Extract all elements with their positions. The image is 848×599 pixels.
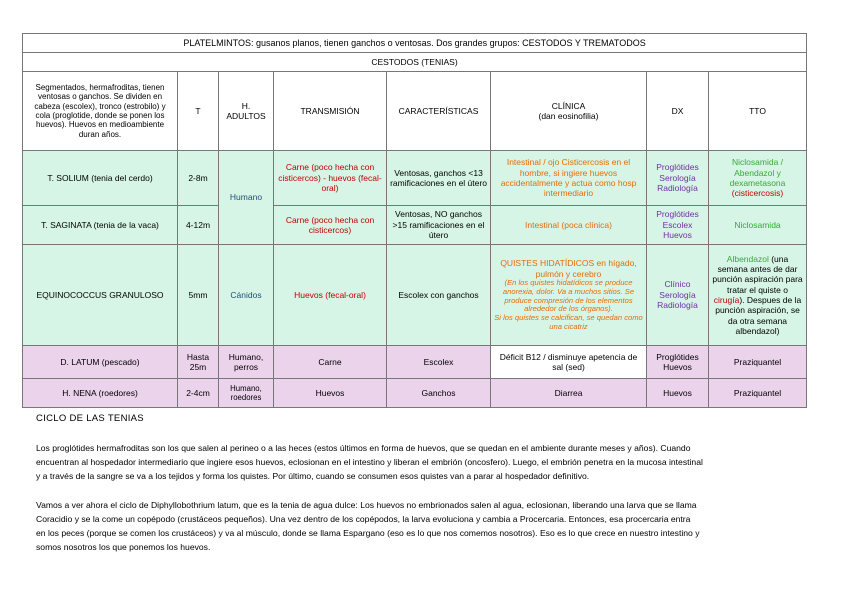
tto-main: Niclosamida / Abendazol y dexametasona — [729, 157, 786, 188]
tto-note: (cisticercosis) — [731, 188, 784, 199]
paragraph-line: y a través de la sangre se va a los tejidos y forma los quistes. Por último, cuando se consumen esos quistes van a parar al hospedador definitivo. — [36, 471, 590, 481]
row-tto — [709, 245, 807, 346]
row-name: H. NENA (roedores) — [23, 379, 178, 408]
row-host: Humano, perros — [219, 346, 274, 379]
row-characteristics: Ventosas, ganchos <13 ramificaciones en el útero — [387, 151, 491, 206]
table-subtitle-row — [23, 53, 807, 72]
row-size: 4-12m — [178, 206, 219, 245]
row-clinic — [491, 245, 647, 346]
table-row — [23, 346, 807, 379]
row-transmission: Huevos — [274, 379, 387, 408]
row-name: T. SOLIUM (tenia del cerdo) — [23, 151, 178, 206]
clinic-main: QUISTES HIDATÍDICOS en hígado, pulmón y cerebro — [500, 258, 637, 279]
row-dx: Proglótides Escolex Huevos — [647, 206, 709, 245]
table-row — [23, 206, 807, 245]
header-clinic — [491, 72, 647, 151]
row-transmission: Huevos (fecal-oral) — [274, 245, 387, 346]
table-row — [23, 245, 807, 346]
header-size: T — [178, 72, 219, 151]
table-subtitle: CESTODOS (TENIAS) — [23, 53, 807, 72]
row-dx: Proglótides Serología Radiología — [647, 151, 709, 206]
table-row — [23, 379, 807, 408]
header-description: Segmentados, hermafroditas, tienen ventosas o ganchos. Se dividen en cabeza (escolex), tronco (estrobilo) y cola (proglotide, donde se ponen los huevos). Huevos en medioambiente duran años. — [23, 72, 178, 151]
header-tto: TTO — [709, 72, 807, 151]
cycle-heading: CICLO DE LAS TENIAS — [36, 413, 144, 424]
tto-text: (una semana antes de dar punción aspiración para tratar el quiste o — [712, 253, 803, 295]
row-host: Humano — [219, 151, 274, 245]
table-header-row — [23, 72, 807, 151]
row-size: 5mm — [178, 245, 219, 346]
clinic-note-1: (En los quistes hidatídicos se produce anorexia, dolor. Va a muchos sitios. Se produce compresión de los elementos alrededor de los órganos). — [502, 278, 635, 314]
row-size: Hasta 25m — [178, 346, 219, 379]
row-transmission: Carne (poco hecha con cisticercos) - huevos (fecal-oral) — [274, 151, 387, 206]
row-transmission: Carne — [274, 346, 387, 379]
row-clinic: Intestinal (poca clínica) — [491, 206, 647, 245]
row-transmission: Carne (poco hecha con cisticercos) — [274, 206, 387, 245]
cycle-paragraph-2 — [36, 498, 832, 554]
row-host: Humano, roedores — [219, 379, 274, 408]
row-name: EQUINOCOCCUS GRANULOSO — [23, 245, 178, 346]
tto-surgery: cirugía — [713, 295, 740, 305]
row-dx: Clínico Serología Radiología — [647, 245, 709, 346]
row-dx: Huevos — [647, 379, 709, 408]
row-characteristics: Escolex con ganchos — [387, 245, 491, 346]
header-dx: DX — [647, 72, 709, 151]
row-host: Cánidos — [219, 245, 274, 346]
cycle-paragraph-1 — [36, 441, 832, 483]
paragraph-line: somos nosotros los que ponemos los huevos. — [36, 542, 211, 552]
paragraph-line: Los proglótides hermafroditas son los que salen al perineo o a las heces (estos últimos en forma de huevos, que se quedan en el ambiente durante meses y años). Cuando — [36, 443, 691, 453]
row-characteristics: Ventosas, NO ganchos >15 ramificaciones en el útero — [387, 206, 491, 245]
header-adults: H. ADULTOS — [219, 72, 274, 151]
row-tto — [709, 151, 807, 206]
table-row — [23, 151, 807, 206]
row-tto: Praziquantel — [709, 379, 807, 408]
row-name: D. LATUM (pescado) — [23, 346, 178, 379]
row-tto: Praziquantel — [709, 346, 807, 379]
row-characteristics: Ganchos — [387, 379, 491, 408]
tto-text-2: ). Despues de la punción aspiración, se da otra semana albendazol) — [715, 295, 802, 337]
paragraph-line: encuentran al hospedador intermediario que ingiere esos huevos, eclosionan en el intestino y liberan el embrión (oncosfero). Luego, el embrión penetra en la mucosa intestinal — [36, 457, 703, 467]
paragraph-line: Coracidio y se la come un copépodo (crustáceos pequeños). Una vez dentro de los copépodos, la larva evoluciona y cambia a Procercaria. Entonces, esa procercaria entra — [36, 514, 691, 524]
row-name: T. SAGINATA (tenia de la vaca) — [23, 206, 178, 245]
row-characteristics: Escolex — [387, 346, 491, 379]
paragraph-line: Vamos a ver ahora el ciclo de Diphyllobothrium latum, que es la tenia de agua dulce: Los huevos no embrionados salen al agua, eclosionan, liberando una larva que se llama — [36, 500, 697, 510]
header-transmission: TRANSMISIÓN — [274, 72, 387, 151]
row-clinic: Déficit B12 / disminuye apetencia de sal (sed) — [491, 346, 647, 379]
paragraph-line: en los peces (porque se comen los crustáceos) y va al músculo, donde se llama Espargano (eso es lo que nos comemos nosotros). Eso es lo que crece en nuestro intestino y — [36, 528, 700, 538]
row-size: 2-4cm — [178, 379, 219, 408]
header-clinic-title: CLÍNICA — [551, 100, 586, 111]
row-clinic: Intestinal / ojo Cisticercosis en el hombre, si ingiere huevos accidentalmente y actua como hosp intermediario — [491, 151, 647, 206]
header-clinic-note: (dan eosinofilia) — [538, 111, 599, 121]
table-title-row — [23, 34, 807, 53]
row-tto: Niclosamida — [709, 206, 807, 245]
row-size: 2-8m — [178, 151, 219, 206]
row-clinic: Diarrea — [491, 379, 647, 408]
row-dx: Proglótides Huevos — [647, 346, 709, 379]
table-title: PLATELMINTOS: gusanos planos, tienen ganchos o ventosas. Dos grandes grupos: CESTODOS Y TREMATODOS — [23, 34, 807, 53]
clinic-note-2: Si los quistes se calcifican, se quedan como una cicatriz — [494, 313, 643, 331]
tto-drug: Albendazol — [726, 253, 769, 264]
header-characteristics: CARACTERÍSTICAS — [387, 72, 491, 151]
platelmintos-table — [22, 33, 807, 408]
